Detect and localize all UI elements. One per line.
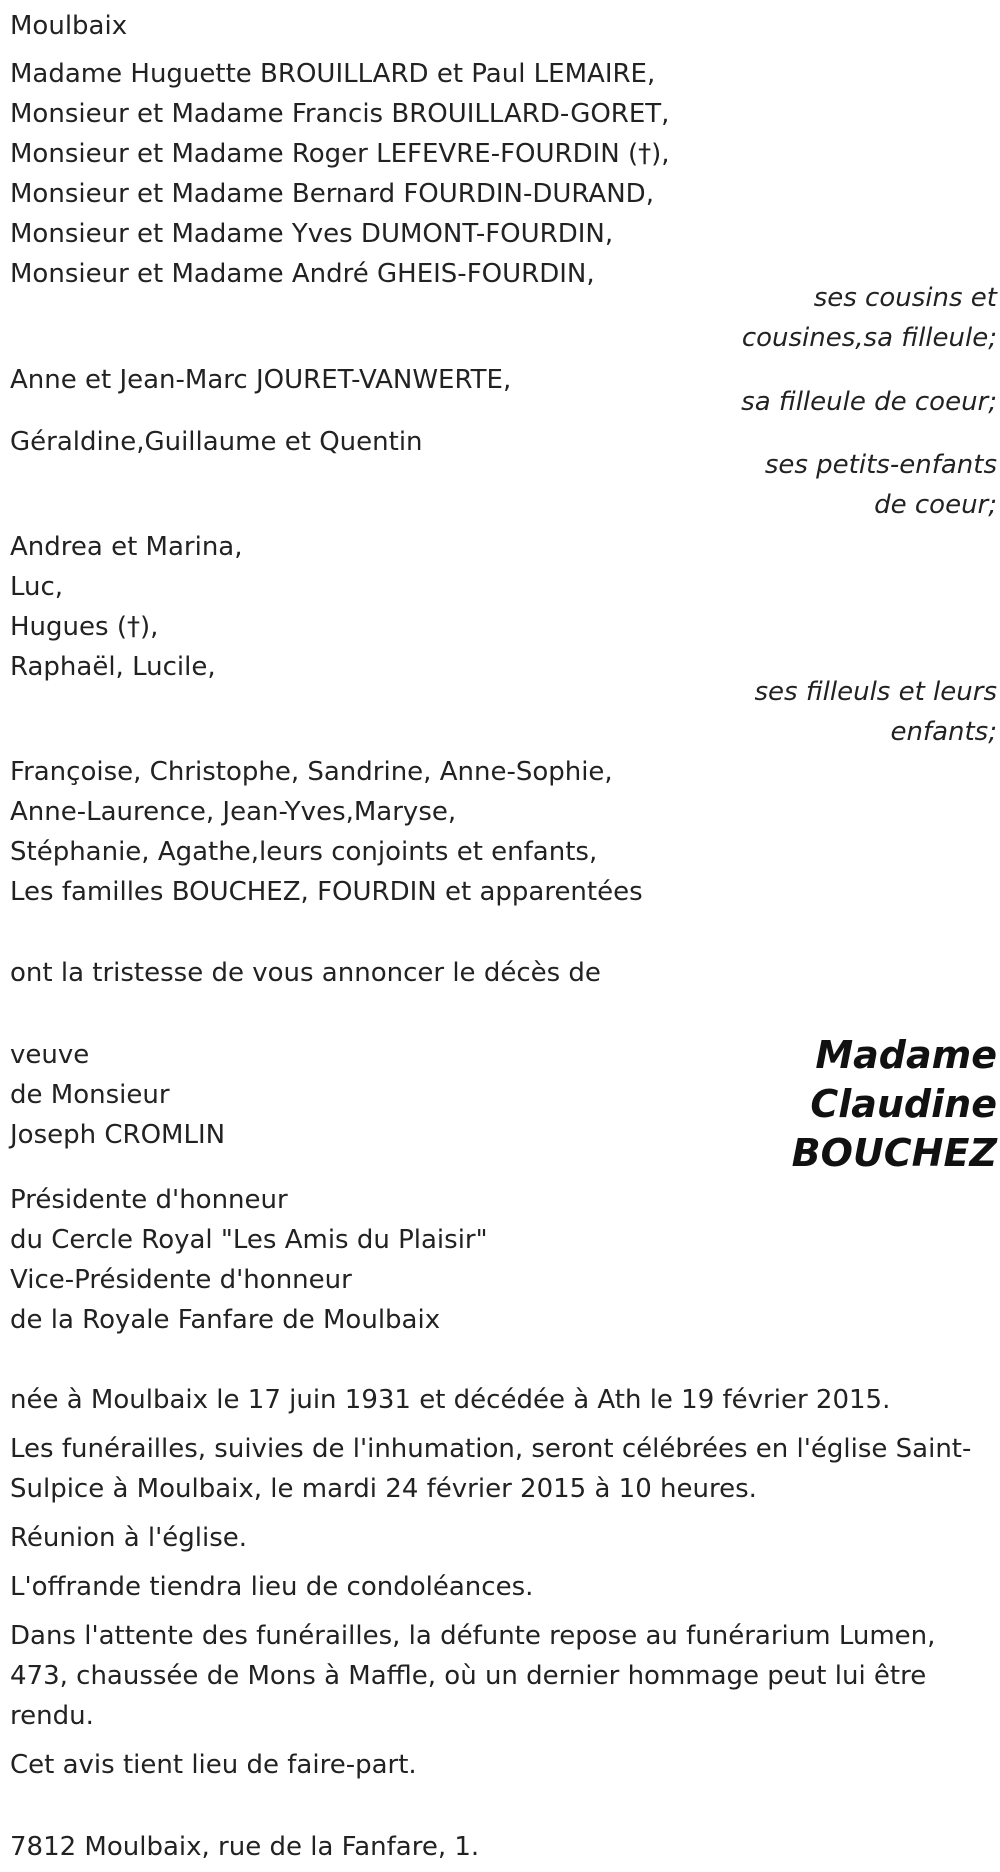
- deceased-name-line: Claudine: [810, 1082, 997, 1126]
- family-line: Madame Huguette BROUILLARD et Paul LEMAIRE,: [10, 59, 656, 89]
- relation-petits-enfants: [765, 445, 997, 525]
- godchild-line: Andrea et Marina,: [10, 532, 243, 562]
- title-line: Vice-Présidente d'honneur: [10, 1265, 352, 1295]
- grandchildren-line: Géraldine,Guillaume et Quentin: [10, 427, 423, 457]
- relation-line: cousines,sa filleule;: [741, 323, 997, 353]
- relation-line: ses cousins et: [813, 283, 997, 313]
- others-line: Les familles BOUCHEZ, FOURDIN et apparentées: [10, 877, 643, 907]
- titles-block: [10, 1180, 488, 1340]
- widow-line: Joseph CROMLIN: [10, 1120, 226, 1150]
- locality: Moulbaix: [10, 11, 128, 41]
- deceased-name-line: Madame: [815, 1033, 997, 1077]
- relation-line: ses petits-enfants: [764, 450, 997, 480]
- title-line: de la Royale Fanfare de Moulbaix: [10, 1305, 441, 1335]
- godchild-line: Raphaël, Lucile,: [10, 652, 216, 682]
- announcement: ont la tristesse de vous annoncer le décès de: [10, 958, 601, 988]
- godchild-line: Hugues (†),: [10, 612, 159, 642]
- family-line: Monsieur et Madame Francis BROUILLARD-GORET,: [10, 99, 670, 129]
- family-line: Monsieur et Madame André GHEIS-FOURDIN,: [10, 259, 595, 289]
- jouret-line: Anne et Jean-Marc JOURET-VANWERTE,: [10, 365, 512, 395]
- relation-line: de coeur;: [874, 490, 997, 520]
- godchildren-block: [10, 527, 243, 687]
- godchild-line: Luc,: [10, 572, 64, 602]
- deceased-name-line: BOUCHEZ: [791, 1131, 997, 1175]
- family-line: Monsieur et Madame Roger LEFEVRE-FOURDIN (†),: [10, 139, 670, 169]
- relation-line: enfants;: [890, 717, 997, 747]
- family-line: Monsieur et Madame Bernard FOURDIN-DURAND,: [10, 179, 654, 209]
- birth-death: née à Moulbaix le 17 juin 1931 et décédée à Ath le 19 février 2015.: [10, 1385, 891, 1415]
- family-line: Monsieur et Madame Yves DUMONT-FOURDIN,: [10, 219, 614, 249]
- others-block: [10, 752, 643, 912]
- widow-line: veuve: [10, 1040, 90, 1070]
- funerarium-details: Dans l'attente des funérailles, la défunte repose au funérarium Lumen, 473, chaussée de Mons à Maffle, où un dernier hommage peut lui être rendu.: [10, 1621, 936, 1731]
- offering-note: L'offrande tiendra lieu de condoléances.: [10, 1572, 534, 1602]
- family-block: [10, 54, 670, 294]
- funeral-details: Les funérailles, suivies de l'inhumation, seront célébrées en l'église Saint-Sulpice à Moulbaix, le mardi 24 février 2015 à 10 heures.: [10, 1434, 972, 1504]
- widow-block: [10, 1035, 225, 1155]
- widow-line: de Monsieur: [10, 1080, 170, 1110]
- relation-line: ses filleuls et leurs: [754, 677, 997, 707]
- relation-cousins: [742, 278, 997, 358]
- relation-filleule-coeur: sa filleule de coeur;: [741, 387, 997, 417]
- others-line: Anne-Laurence, Jean-Yves,Maryse,: [10, 797, 457, 827]
- others-line: Françoise, Christophe, Sandrine, Anne-Sophie,: [10, 757, 613, 787]
- title-line: du Cercle Royal "Les Amis du Plaisir": [10, 1225, 488, 1255]
- relation-filleuls: [755, 672, 998, 752]
- deceased-name: [792, 1031, 997, 1178]
- address: 7812 Moulbaix, rue de la Fanfare, 1.: [10, 1832, 480, 1862]
- notice: Cet avis tient lieu de faire-part.: [10, 1750, 417, 1780]
- others-line: Stéphanie, Agathe,leurs conjoints et enfants,: [10, 837, 598, 867]
- meeting-place: Réunion à l'église.: [10, 1523, 248, 1553]
- title-line: Présidente d'honneur: [10, 1185, 288, 1215]
